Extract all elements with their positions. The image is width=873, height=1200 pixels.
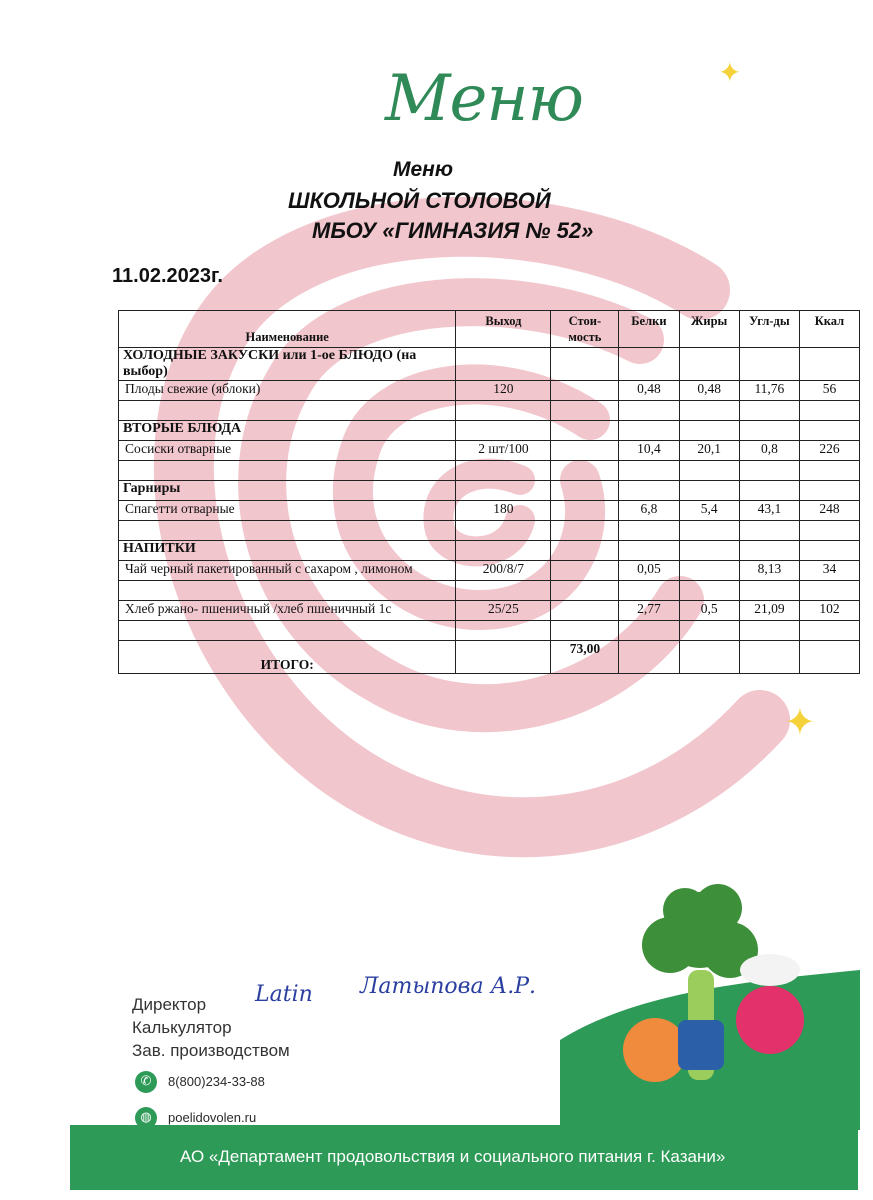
dish-fat: 5,4 [679, 501, 739, 521]
director-label: Директор [132, 995, 207, 1014]
contact-phone[interactable]: 8(800)234-33-88 [168, 1074, 265, 1089]
dish-protein: 0,05 [619, 561, 679, 581]
dish-name: Хлеб ржано- пшеничный /хлеб пшеничный 1с [119, 601, 456, 621]
menu-logo: Меню [385, 62, 583, 136]
page-title-line3: МБОУ «ГИМНАЗИЯ № 52» [312, 218, 594, 243]
section-title: ХОЛОДНЫЕ ЗАКУСКИ или 1-ое БЛЮДО (на выбор) [119, 348, 456, 381]
section-title: Гарниры [119, 481, 456, 501]
dish-output: 180 [456, 501, 551, 521]
total-row [119, 641, 860, 674]
empty-row [119, 401, 860, 421]
dish-output: 2 шт/100 [456, 441, 551, 461]
signature-1: Latin [255, 982, 313, 1007]
dish-name: Сосиски отварные [119, 441, 456, 461]
dish-cost [551, 441, 619, 461]
dish-carbs: 0,8 [739, 441, 799, 461]
star-decoration-icon: ✦ [784, 700, 816, 744]
section-row [119, 348, 860, 381]
total-cost: 73,00 [551, 641, 619, 674]
table-row [119, 441, 860, 461]
dish-output: 25/25 [456, 601, 551, 621]
section-row [119, 481, 860, 501]
dish-name: Спагетти отварные [119, 501, 456, 521]
menu-table [118, 310, 860, 674]
page-title-line1: Меню [393, 158, 454, 181]
dish-name: Чай черный пакетированный с сахаром , лимоном [119, 561, 456, 581]
dish-kcal: 34 [799, 561, 859, 581]
dish-protein: 6,8 [619, 501, 679, 521]
footer-organization: АО «Департамент продовольствия и социального питания г. Казани» [180, 1147, 726, 1166]
menu-date: 11.02.2023г. [112, 265, 223, 287]
empty-row [119, 621, 860, 641]
section-row [119, 421, 860, 441]
dish-output: 200/8/7 [456, 561, 551, 581]
dish-cost [551, 561, 619, 581]
header-name: Наименование [119, 311, 456, 348]
dish-carbs: 11,76 [739, 381, 799, 401]
calculator-label: Калькулятор [132, 1018, 232, 1037]
dish-kcal: 248 [799, 501, 859, 521]
dish-name: Плоды свежие (яблоки) [119, 381, 456, 401]
table-row [119, 561, 860, 581]
phone-icon: ✆ [135, 1071, 157, 1093]
section-row [119, 541, 860, 561]
table-row [119, 381, 860, 401]
header-cost: Стои-мость [551, 311, 619, 348]
dish-fat: 0,48 [679, 381, 739, 401]
dish-fat [679, 561, 739, 581]
dish-protein: 0,48 [619, 381, 679, 401]
table-row [119, 601, 860, 621]
table-row [119, 501, 860, 521]
empty-row [119, 581, 860, 601]
production-head-label: Зав. производством [132, 1041, 290, 1060]
contact-website[interactable]: poelidovolen.ru [168, 1110, 257, 1125]
empty-row [119, 461, 860, 481]
dish-cost [551, 381, 619, 401]
header-carbs: Угл-ды [739, 311, 799, 348]
dish-kcal: 226 [799, 441, 859, 461]
star-decoration-icon: ✦ [718, 56, 742, 89]
dish-fat: 0,5 [679, 601, 739, 621]
dish-kcal: 56 [799, 381, 859, 401]
dish-fat: 20,1 [679, 441, 739, 461]
globe-icon: ◍ [135, 1107, 157, 1129]
section-title: ВТОРЫЕ БЛЮДА [119, 421, 456, 441]
header-fat: Жиры [679, 311, 739, 348]
header-protein: Белки [619, 311, 679, 348]
dish-protein: 2,77 [619, 601, 679, 621]
dish-output: 120 [456, 381, 551, 401]
dish-carbs: 43,1 [739, 501, 799, 521]
vegetable-mascots-illustration [560, 870, 860, 1130]
dish-kcal: 102 [799, 601, 859, 621]
signature-2: Латыпова А.Р. [360, 974, 537, 999]
page-title-line2: ШКОЛЬНОЙ СТОЛОВОЙ [288, 188, 551, 213]
dish-protein: 10,4 [619, 441, 679, 461]
total-label: ИТОГО: [119, 641, 456, 674]
header-kcal: Ккал [799, 311, 859, 348]
header-output: Выход [456, 311, 551, 348]
dish-carbs: 8,13 [739, 561, 799, 581]
dish-carbs: 21,09 [739, 601, 799, 621]
table-header-row [119, 311, 860, 348]
empty-row [119, 521, 860, 541]
dish-cost [551, 501, 619, 521]
section-title: НАПИТКИ [119, 541, 456, 561]
